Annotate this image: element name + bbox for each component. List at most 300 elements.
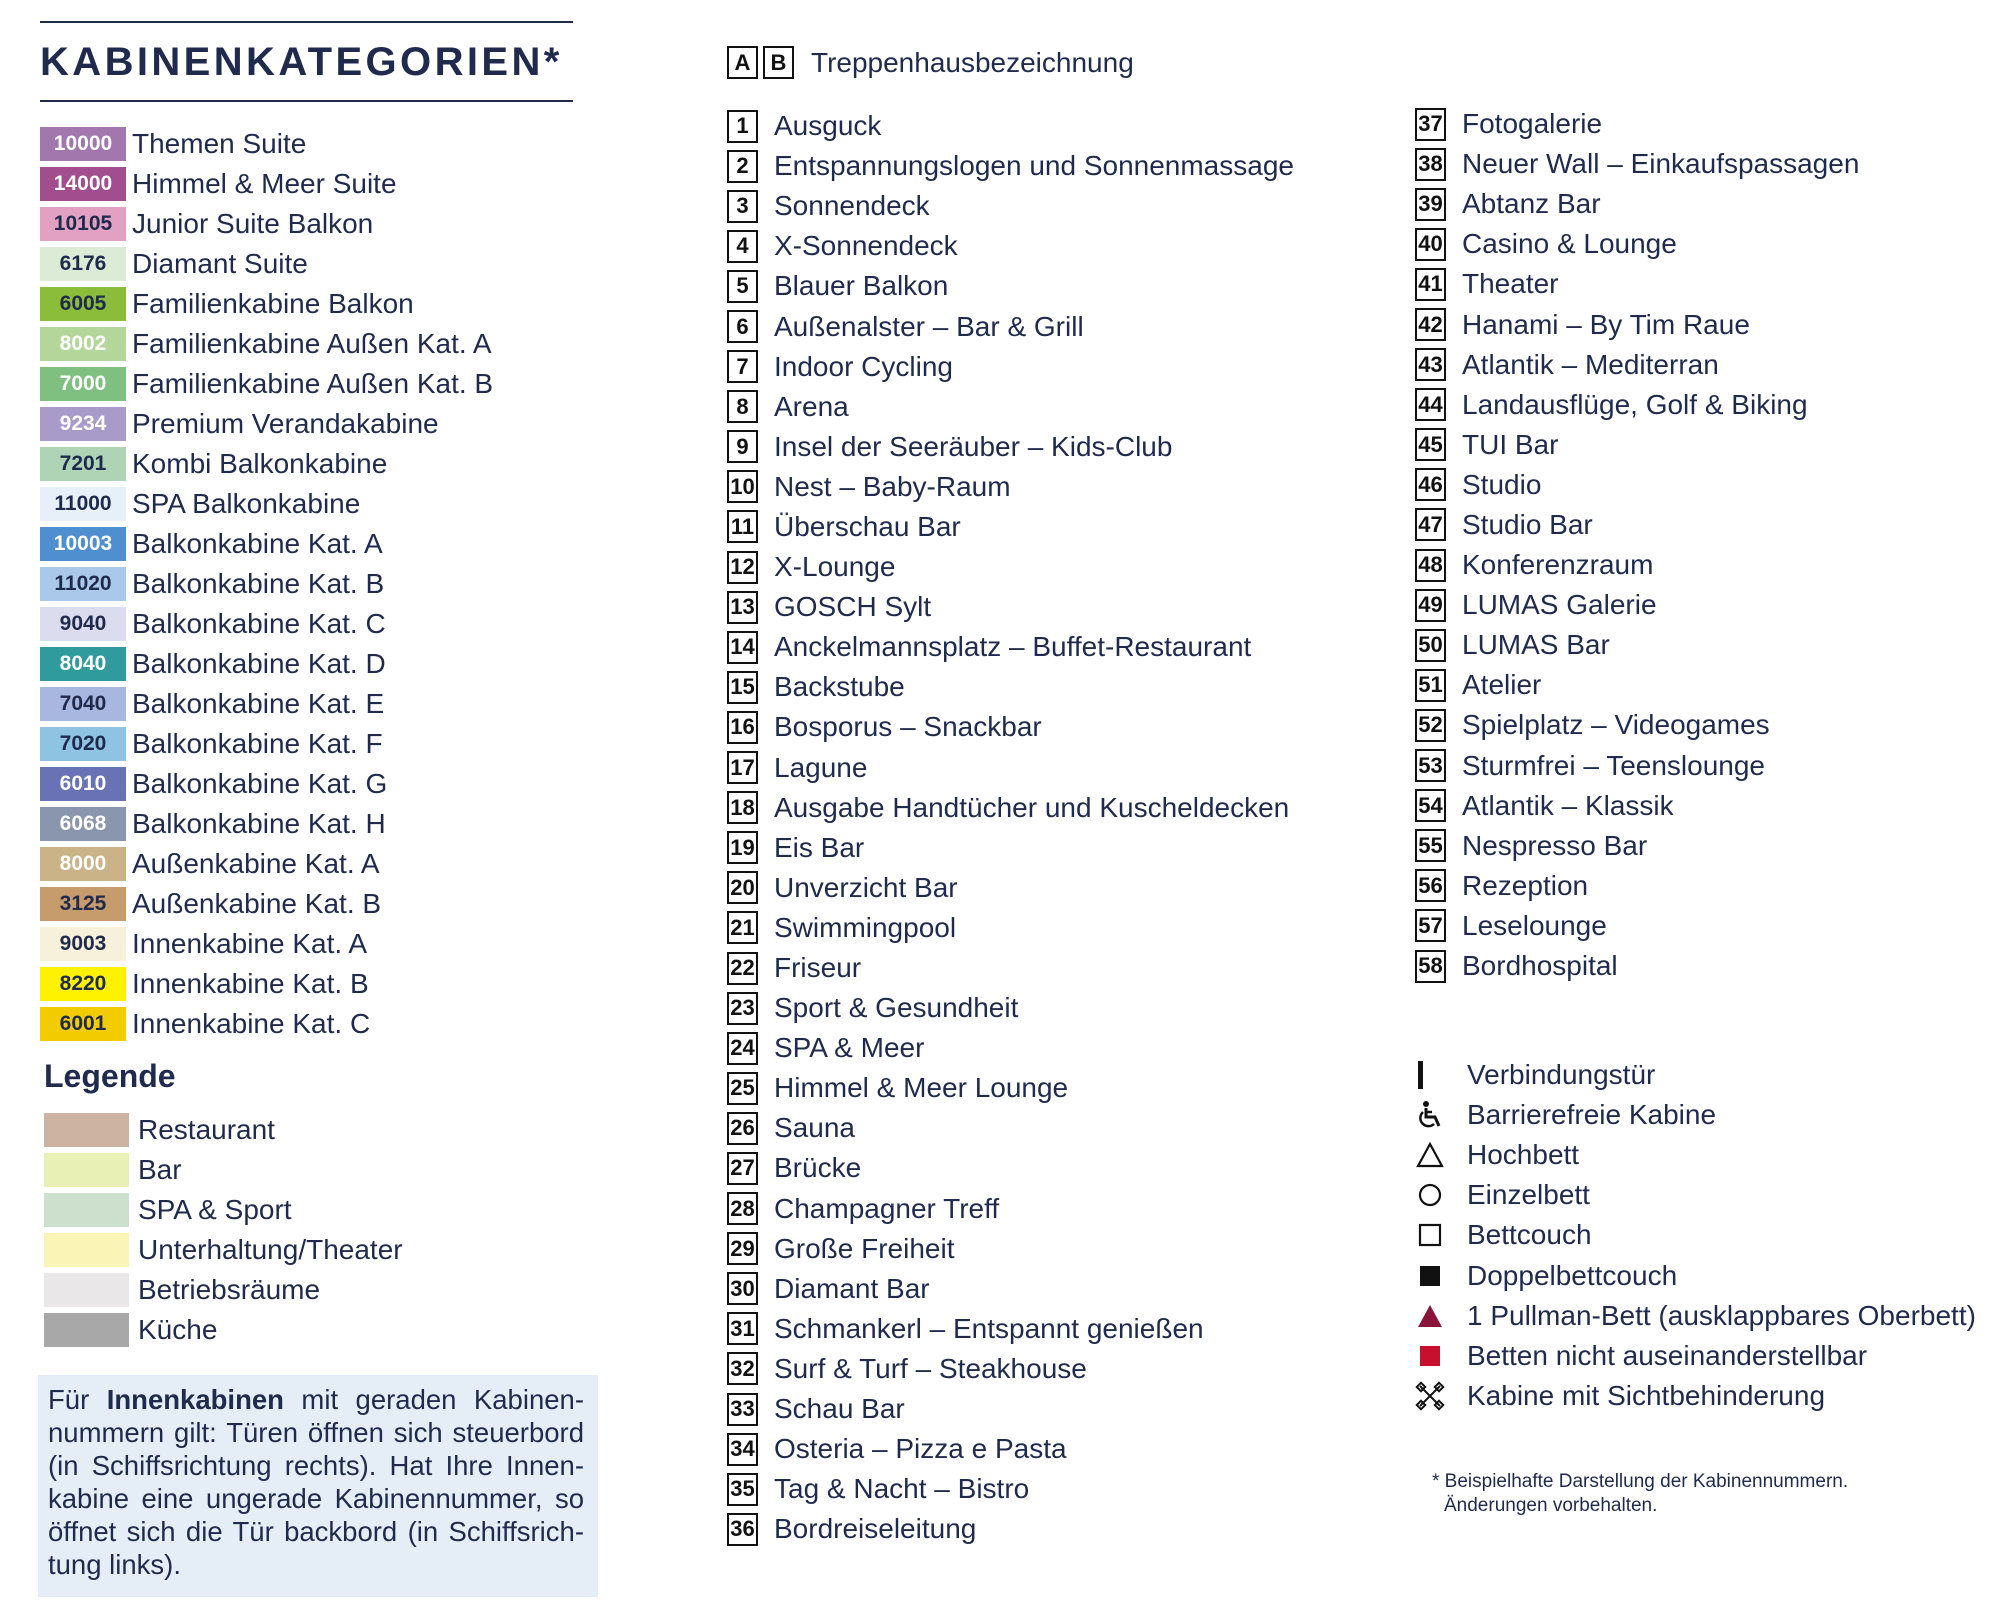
facility-number-box: 19 (727, 831, 758, 864)
facility-label: Atelier (1462, 669, 1542, 701)
facility-number-box: 5 (727, 270, 758, 303)
symbol-label: Verbindungstür (1467, 1059, 1656, 1091)
legend-label: Küche (138, 1314, 218, 1345)
category-label: Diamant Suite (132, 248, 308, 279)
legend-swatch (44, 1313, 129, 1347)
facility-label: Sport & Gesundheit (774, 992, 1019, 1024)
facility-number-box: 53 (1415, 749, 1446, 782)
facility-number-box: 46 (1415, 468, 1446, 501)
facility-label: Backstube (774, 671, 905, 703)
facility-number-box: 55 (1415, 829, 1446, 862)
symbol-row (1405, 1376, 1976, 1416)
legend-row (44, 1150, 403, 1190)
legend-label: Betriebsräume (138, 1274, 321, 1305)
facility-row (1415, 184, 1859, 224)
facility-number-box: 41 (1415, 268, 1446, 301)
facility-number-box: 38 (1415, 148, 1446, 181)
facility-row (1415, 345, 1859, 385)
facility-label: Studio Bar (1462, 508, 1593, 540)
facility-number-box: 9 (727, 430, 758, 463)
facility-label: Bosporus – Snackbar (774, 711, 1042, 743)
facility-label: Ausguck (774, 110, 882, 142)
facility-row (727, 1349, 1294, 1389)
symbol-row (1405, 1296, 1976, 1336)
category-code-badge: 9234 (40, 407, 126, 441)
facility-row (727, 908, 1294, 948)
facility-row (727, 186, 1294, 226)
category-row (40, 124, 600, 164)
legend-row (44, 1110, 403, 1150)
obstructed-view-icon (1405, 1379, 1455, 1413)
symbol-row (1405, 1095, 1976, 1135)
facility-row (727, 788, 1294, 828)
facility-row (1415, 585, 1859, 625)
facility-row (727, 1068, 1294, 1108)
facility-label: Eis Bar (774, 831, 865, 863)
category-label: Familienkabine Außen Kat. A (132, 328, 492, 359)
facility-row (727, 828, 1294, 868)
facility-number-box: 43 (1415, 348, 1446, 381)
category-code-badge: 7201 (40, 447, 126, 481)
facility-number-box: 11 (727, 510, 758, 543)
facility-number-box: 3 (727, 190, 758, 223)
category-code-badge: 14000 (40, 167, 126, 201)
facility-label: Tag & Nacht – Bistro (774, 1473, 1030, 1505)
facility-label: Atlantik – Mediterran (1462, 348, 1719, 380)
facility-label: Hanami – By Tim Raue (1462, 308, 1750, 340)
category-label: Familienkabine Außen Kat. B (132, 368, 494, 399)
category-code-badge: 8000 (40, 847, 126, 881)
category-code-badge: 10003 (40, 527, 126, 561)
facility-label: Leselounge (1462, 909, 1607, 941)
facility-row (727, 748, 1294, 788)
legend-label: Restaurant (138, 1114, 275, 1145)
facility-row (727, 547, 1294, 587)
symbol-label: Barrierefreie Kabine (1467, 1099, 1717, 1131)
facility-number-box: 16 (727, 711, 758, 744)
facility-number-box: 51 (1415, 669, 1446, 702)
facility-number-box: 33 (727, 1393, 758, 1426)
category-label: SPA Balkonkabine (132, 488, 361, 519)
facility-row (1415, 746, 1859, 786)
facility-label: Nest – Baby-Raum (774, 470, 1011, 502)
facility-number-box: 18 (727, 791, 758, 824)
facility-label: Brücke (774, 1152, 862, 1184)
category-row (40, 724, 600, 764)
facility-label: Osteria – Pizza e Pasta (774, 1433, 1067, 1465)
category-code-badge: 3125 (40, 887, 126, 921)
category-label: Balkonkabine Kat. F (132, 728, 383, 759)
facility-number-box: 48 (1415, 549, 1446, 582)
category-code-badge: 6001 (40, 1007, 126, 1041)
category-code-badge: 6005 (40, 287, 126, 321)
facility-number-box: 40 (1415, 228, 1446, 261)
facility-number-box: 52 (1415, 709, 1446, 742)
facility-row (727, 387, 1294, 427)
symbol-label: Einzelbett (1467, 1179, 1590, 1211)
facility-label: Surf & Turf – Steakhouse (774, 1352, 1087, 1384)
facility-row (727, 627, 1294, 667)
symbol-row (1405, 1135, 1976, 1175)
facility-row (1415, 264, 1859, 304)
facility-row (1415, 906, 1859, 946)
facility-label: TUI Bar (1462, 428, 1559, 460)
category-row (40, 404, 600, 444)
facility-number-box: 17 (727, 751, 758, 784)
facility-label: Champagner Treff (774, 1192, 1000, 1224)
note-bold: Innenkabinen (106, 1384, 284, 1415)
category-list (40, 124, 600, 1044)
facility-row (727, 467, 1294, 507)
facility-list-b (1415, 104, 1859, 986)
symbol-legend (1405, 1055, 1976, 1416)
category-row (40, 204, 600, 244)
facility-row (1415, 144, 1859, 184)
category-row (40, 364, 600, 404)
category-row (40, 284, 600, 324)
symbol-row (1405, 1175, 1976, 1215)
legend-label: Unterhaltung/Theater (138, 1234, 403, 1265)
category-label: Balkonkabine Kat. B (132, 568, 385, 599)
category-row (40, 564, 600, 604)
facility-row (727, 707, 1294, 747)
facility-number-box: 36 (727, 1513, 758, 1546)
facility-label: Landausflüge, Golf & Biking (1462, 388, 1808, 420)
category-label: Premium Verandakabine (132, 408, 439, 439)
facility-number-box: 21 (727, 911, 758, 944)
category-row (40, 324, 600, 364)
staircase-label: Treppenhausbezeichnung (811, 46, 1134, 78)
facility-row (1415, 385, 1859, 425)
facility-row (1415, 946, 1859, 986)
facility-label: Schau Bar (774, 1393, 905, 1425)
category-code-badge: 6010 (40, 767, 126, 801)
facility-row (727, 427, 1294, 467)
facility-label: Bordreiseleitung (774, 1513, 977, 1545)
facility-label: GOSCH Sylt (774, 591, 932, 623)
wheelchair-icon (1405, 1098, 1455, 1132)
legend-label: SPA & Sport (138, 1194, 292, 1225)
facility-row (727, 106, 1294, 146)
facility-label: Große Freiheit (774, 1232, 955, 1264)
facility-number-box: 22 (727, 952, 758, 985)
facility-number-box: 14 (727, 631, 758, 664)
legend-swatch (44, 1273, 129, 1307)
facility-label: Blauer Balkon (774, 270, 949, 302)
category-row (40, 444, 600, 484)
connecting-door-icon (1405, 1058, 1455, 1092)
facility-row (727, 1148, 1294, 1188)
category-row (40, 244, 600, 284)
facility-row (727, 1229, 1294, 1269)
facility-number-box: 1 (727, 110, 758, 143)
category-label: Balkonkabine Kat. A (132, 528, 383, 559)
category-row (40, 884, 600, 924)
facility-label: Ausgabe Handtücher und Kuscheldecken (774, 791, 1290, 823)
facility-row (727, 1429, 1294, 1469)
category-row (40, 684, 600, 724)
note-prefix: Für (48, 1384, 107, 1415)
facility-row (1415, 465, 1859, 505)
facility-row (727, 1309, 1294, 1349)
category-row (40, 804, 600, 844)
facility-row (727, 868, 1294, 908)
facility-label: Casino & Lounge (1462, 228, 1677, 260)
symbol-row (1405, 1215, 1976, 1255)
triangle-outline-icon (1405, 1138, 1455, 1172)
facility-label: Insel der Seeräuber – Kids-Club (774, 430, 1173, 462)
facility-number-box: 25 (727, 1072, 758, 1105)
facility-label: Überschau Bar (774, 510, 961, 542)
facility-number-box: 6 (727, 310, 758, 343)
triangle-filled-icon (1405, 1299, 1455, 1333)
category-code-badge: 8040 (40, 647, 126, 681)
facility-number-box: 47 (1415, 508, 1446, 541)
footnote-line-1: * Beispielhafte Darstellung der Kabinennummern. (1432, 1471, 1849, 1492)
facility-row (727, 948, 1294, 988)
legend-swatch (44, 1113, 129, 1147)
category-code-badge: 7000 (40, 367, 126, 401)
facility-label: Fotogalerie (1462, 108, 1603, 140)
facility-label: Rezeption (1462, 869, 1589, 901)
facility-row (1415, 866, 1859, 906)
facility-number-box: 30 (727, 1272, 758, 1305)
facility-number-box: 24 (727, 1032, 758, 1065)
facility-row (727, 1509, 1294, 1549)
category-label: Balkonkabine Kat. G (132, 768, 388, 799)
facility-label: LUMAS Bar (1462, 629, 1610, 661)
top-rule (40, 21, 573, 23)
facility-row (1415, 826, 1859, 866)
category-label: Außenkabine Kat. A (132, 848, 380, 879)
category-label: Themen Suite (132, 128, 307, 159)
symbol-row (1405, 1255, 1976, 1295)
category-code-badge: 9003 (40, 927, 126, 961)
category-label: Außenkabine Kat. B (132, 888, 382, 919)
square-red-icon (1405, 1339, 1455, 1373)
category-row (40, 924, 600, 964)
category-label: Balkonkabine Kat. E (132, 688, 385, 719)
facility-row (727, 988, 1294, 1028)
facility-row (727, 1028, 1294, 1068)
category-code-badge: 11020 (40, 567, 126, 601)
facility-label: Diamant Bar (774, 1272, 930, 1304)
facility-number-box: 49 (1415, 589, 1446, 622)
facility-label: Arena (774, 390, 849, 422)
facility-row (1415, 505, 1859, 545)
footnote-line-2: Änderungen vorbehalten. (1444, 1495, 1658, 1516)
category-code-badge: 6176 (40, 247, 126, 281)
legend-row (44, 1310, 403, 1350)
legend-swatch (44, 1233, 129, 1267)
facility-label: Konferenzraum (1462, 549, 1654, 581)
facility-number-box: 28 (727, 1192, 758, 1225)
facility-label: Schmankerl – Entspannt genießen (774, 1312, 1204, 1344)
category-row (40, 844, 600, 884)
category-label: Balkonkabine Kat. H (132, 808, 386, 839)
category-code-badge: 7040 (40, 687, 126, 721)
facility-row (727, 667, 1294, 707)
note-text: mit geraden Kabinen-nummern gilt: Türen öffnen sich steuerbord (in Schiffsrichtung rechts). Hat Ihre Innen-kabine eine ungerade Kabinennummer, so öffnet sich die Tür backbord (in Schiffsrich-tung links). (48, 1384, 585, 1580)
facility-number-box: 27 (727, 1152, 758, 1185)
facility-label: LUMAS Galerie (1462, 589, 1657, 621)
symbol-label: 1 Pullman-Bett (ausklappbares Oberbett) (1467, 1299, 1976, 1331)
facility-number-box: 8 (727, 390, 758, 423)
category-code-badge: 10105 (40, 207, 126, 241)
facility-label: Spielplatz – Videogames (1462, 709, 1770, 741)
category-code-badge: 9040 (40, 607, 126, 641)
facility-number-box: 58 (1415, 950, 1446, 983)
facility-number-box: 15 (727, 671, 758, 704)
inside-cabin-note (38, 1375, 598, 1597)
facility-number-box: 2 (727, 150, 758, 183)
category-row (40, 164, 600, 204)
facility-label: Anckelmannsplatz – Buffet-Restaurant (774, 631, 1252, 663)
facility-number-box: 23 (727, 992, 758, 1025)
staircase-box-a: A (727, 46, 758, 79)
facility-list-a (727, 106, 1294, 1549)
category-row (40, 604, 600, 644)
facility-label: Sauna (774, 1112, 855, 1144)
facility-label: Lagune (774, 751, 868, 783)
legend-swatch (44, 1193, 129, 1227)
symbol-label: Betten nicht auseinanderstellbar (1467, 1339, 1868, 1371)
facility-row (1415, 104, 1859, 144)
symbol-row (1405, 1336, 1976, 1376)
circle-outline-icon (1405, 1178, 1455, 1212)
category-code-badge: 10000 (40, 127, 126, 161)
facility-number-box: 31 (727, 1312, 758, 1345)
facility-row (727, 306, 1294, 346)
facility-row (727, 266, 1294, 306)
category-label: Balkonkabine Kat. C (132, 608, 386, 639)
facility-number-box: 34 (727, 1433, 758, 1466)
category-label: Familienkabine Balkon (132, 288, 414, 319)
facility-row (727, 347, 1294, 387)
facility-label: Swimmingpool (774, 911, 957, 943)
title-rule (40, 100, 573, 102)
category-label: Innenkabine Kat. A (132, 928, 368, 959)
facility-label: Bordhospital (1462, 950, 1618, 982)
facility-number-box: 29 (727, 1232, 758, 1265)
facility-number-box: 42 (1415, 308, 1446, 341)
facility-number-box: 56 (1415, 869, 1446, 902)
facility-number-box: 10 (727, 470, 758, 503)
symbol-label: Hochbett (1467, 1139, 1580, 1171)
facility-label: Atlantik – Klassik (1462, 789, 1674, 821)
facility-label: Indoor Cycling (774, 350, 953, 382)
facility-row (1415, 304, 1859, 344)
legend-swatch (44, 1153, 129, 1187)
legend-label: Bar (138, 1154, 182, 1185)
category-code-badge: 8220 (40, 967, 126, 1001)
facility-row (727, 1269, 1294, 1309)
category-row (40, 484, 600, 524)
facility-row (727, 1108, 1294, 1148)
facility-number-box: 4 (727, 230, 758, 263)
legend-list (44, 1110, 403, 1350)
category-row (40, 764, 600, 804)
category-code-badge: 6068 (40, 807, 126, 841)
facility-label: SPA & Meer (774, 1032, 925, 1064)
category-row (40, 1004, 600, 1044)
facility-label: Sonnendeck (774, 190, 930, 222)
facility-label: X-Lounge (774, 551, 896, 583)
category-row (40, 644, 600, 684)
symbol-label: Bettcouch (1467, 1219, 1592, 1251)
category-row (40, 964, 600, 1004)
category-code-badge: 8002 (40, 327, 126, 361)
category-label: Kombi Balkonkabine (132, 448, 388, 479)
symbol-label: Doppelbettcouch (1467, 1259, 1678, 1291)
square-outline-icon (1405, 1218, 1455, 1252)
facility-number-box: 32 (727, 1352, 758, 1385)
page-title: KABINENKATEGORIEN* (40, 40, 563, 84)
facility-row (727, 1189, 1294, 1229)
facility-label: Himmel & Meer Lounge (774, 1072, 1069, 1104)
facility-label: X-Sonnendeck (774, 230, 958, 262)
symbol-row (1405, 1055, 1976, 1095)
facility-number-box: 13 (727, 591, 758, 624)
facility-number-box: 7 (727, 350, 758, 383)
facility-row (1415, 786, 1859, 826)
facility-number-box: 35 (727, 1473, 758, 1506)
facility-row (727, 507, 1294, 547)
facility-number-box: 39 (1415, 188, 1446, 221)
square-filled-icon (1405, 1259, 1455, 1293)
facility-row (1415, 425, 1859, 465)
facility-row (727, 1389, 1294, 1429)
facility-label: Nespresso Bar (1462, 829, 1648, 861)
category-label: Himmel & Meer Suite (132, 168, 397, 199)
facility-label: Unverzicht Bar (774, 871, 958, 903)
facility-number-box: 20 (727, 871, 758, 904)
category-code-badge: 7020 (40, 727, 126, 761)
facility-number-box: 12 (727, 551, 758, 584)
category-code-badge: 11000 (40, 487, 126, 521)
facility-label: Studio (1462, 468, 1542, 500)
staircase-legend (727, 46, 1134, 79)
facility-number-box: 50 (1415, 629, 1446, 662)
facility-row (727, 1469, 1294, 1509)
facility-number-box: 26 (727, 1112, 758, 1145)
facility-row (1415, 625, 1859, 665)
symbol-label: Kabine mit Sichtbehinderung (1467, 1379, 1826, 1411)
facility-row (1415, 224, 1859, 264)
category-row (40, 524, 600, 564)
category-label: Balkonkabine Kat. D (132, 648, 386, 679)
facility-row (727, 587, 1294, 627)
legend-row (44, 1270, 403, 1310)
facility-label: Sturmfrei – Teenslounge (1462, 749, 1765, 781)
facility-label: Friseur (774, 952, 862, 984)
legend-row (44, 1230, 403, 1270)
facility-row (1415, 545, 1859, 585)
facility-number-box: 37 (1415, 108, 1446, 141)
category-label: Innenkabine Kat. C (132, 1008, 371, 1039)
facility-label: Abtanz Bar (1462, 188, 1601, 220)
category-label: Junior Suite Balkon (132, 208, 374, 239)
facility-row (1415, 705, 1859, 745)
staircase-box-b: B (763, 46, 794, 79)
facility-label: Neuer Wall – Einkaufspassagen (1462, 148, 1860, 180)
legend-title: Legende (44, 1058, 176, 1094)
facility-row (727, 226, 1294, 266)
facility-row (727, 146, 1294, 186)
facility-number-box: 57 (1415, 909, 1446, 942)
facility-number-box: 44 (1415, 388, 1446, 421)
facility-number-box: 45 (1415, 428, 1446, 461)
